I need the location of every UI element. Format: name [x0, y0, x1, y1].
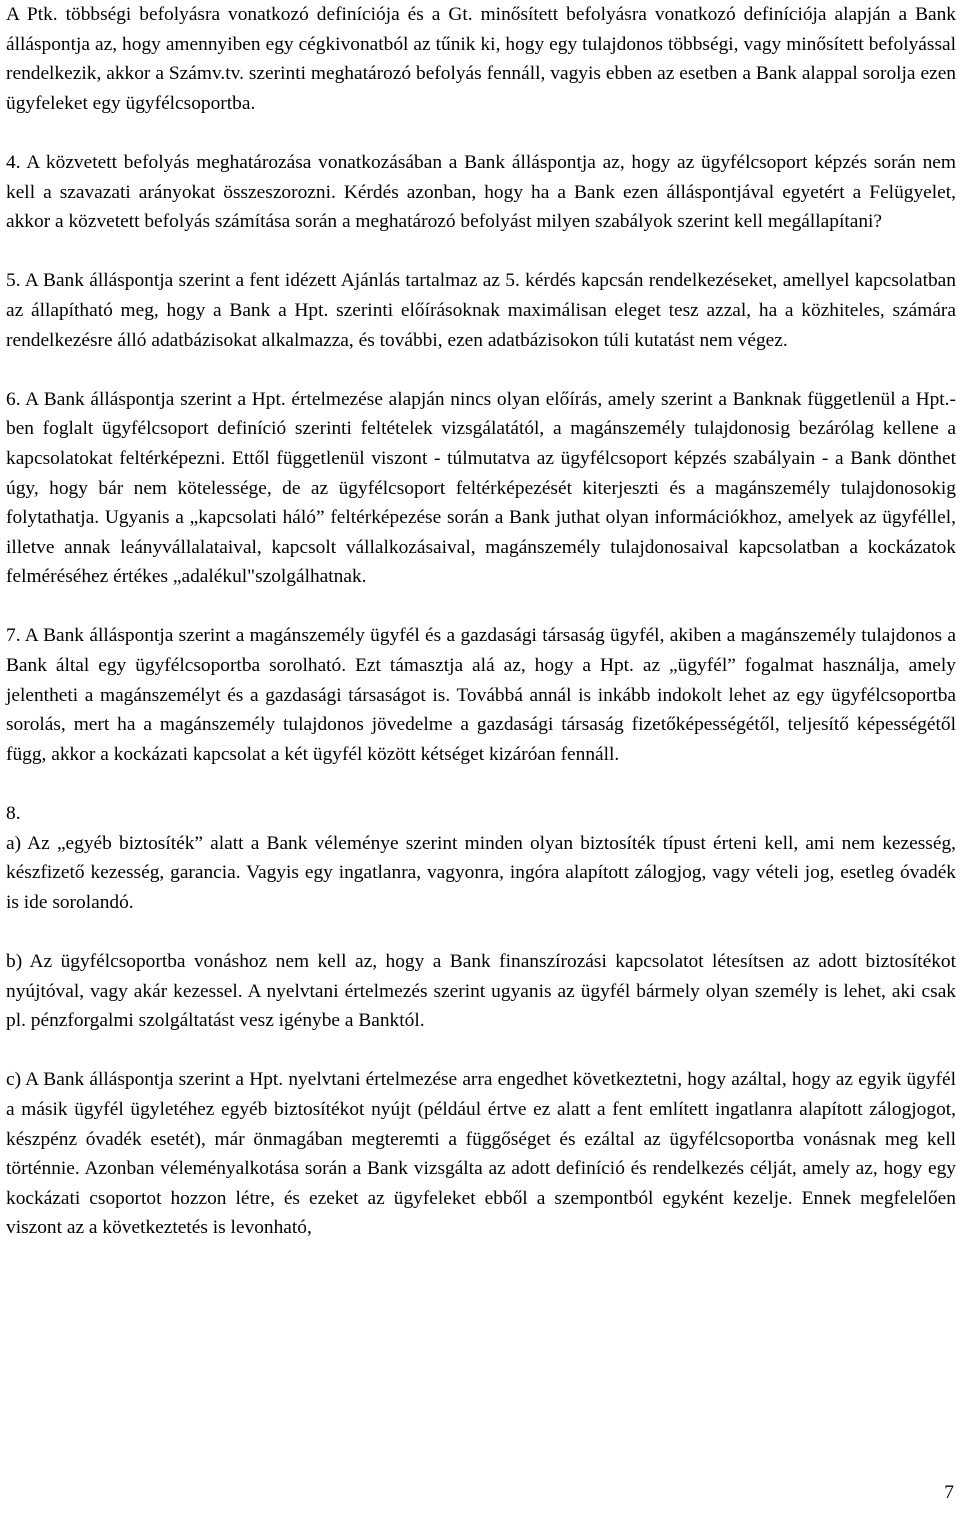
- paragraph-item-5: 5. A Bank álláspontja szerint a fent idézett Ajánlás tartalmaz az 5. kérdés kapcsán rendelkezéseket, amellyel kapcsolatban az állapítható meg, hogy a Bank a Hpt. szerinti előírásoknak maximálisan eleget tesz azzal, ha a közhiteles, számára rendelkezésre álló adatbázisokat alkalmazza, és további, ezen adatbázisokon túli kutatást nem végez.: [6, 270, 956, 351]
- paragraph-gap: [6, 769, 956, 799]
- paragraph-item-8-heading: 8.: [6, 803, 21, 825]
- paragraph-gap: [6, 1036, 956, 1066]
- paragraph-item-7: 7. A Bank álláspontja szerint a magánszemély ügyfél és a gazdasági társaság ügyfél, akiben a magánszemély tulajdonos a Bank által egy ügyfélcsoportba sorolható. Ezt támasztja alá az, hogy a Hpt. az „ügyfél” fogalmat használja, amely jelentheti a magánszemélyt és a gazdasági társaságot is. Továbbá annál is inkább indokolt lehet az egy ügyfélcsoportba sorolás, mert ha a magánszemély tulajdonos jövedelme a gazdasági társaság fizetőképességétől, teljesítő képességétől függ, akkor a kockázati kapcsolat a két ügyfél között kétséget kizáróan fennáll.: [6, 625, 956, 765]
- paragraph-ptk-definition: A Ptk. többségi befolyásra vonatkozó definíciója és a Gt. minősített befolyásra vonatkozó definíciója alapján a Bank álláspontja az, hogy amennyiben egy cégkivonatból az tűnik ki, hogy egy tulajdonos többségi, vagy minősített befolyással rendelkezik, akkor a Számv.tv. szerinti meghatározó befolyás fennáll, vagyis ebben az esetben a Bank alappal sorolja ezen ügyfeleket egy ügyfélcsoportba.: [6, 4, 956, 114]
- paragraph-item-8a: a) Az „egyéb biztosíték” alatt a Bank véleménye szerint minden olyan biztosíték típust érteni kell, ami nem kezesség, készfizető kezesség, garancia. Vagyis egy ingatlanra, vagyonra, ingóra alapított zálogjog, vagy vételi jog, esetleg óvadék is ide sorolandó.: [6, 832, 956, 913]
- paragraph-gap: [6, 355, 956, 385]
- paragraph-item-4: 4. A közvetett befolyás meghatározása vonatkozásában a Bank álláspontja az, hogy az ügyfélcsoport képzés során nem kell a szavazati arányokat összeszorozni. Kérdés azonban, hogy ha a Bank ezen álláspontjával egyetért a Felügyelet, akkor a közvetett befolyás számítása során a meghatározó befolyást milyen szabályok szerint kell megállapítani?: [6, 151, 956, 233]
- page-number: 7: [944, 1482, 954, 1503]
- paragraph-item-8c: c) A Bank álláspontja szerint a Hpt. nyelvtani értelmezése arra engedhet következtetni, hogy azáltal, hogy az egyik ügyfél a másik ügyfél ügyletéhez egyéb biztosítékot nyújt (például értve ez alatt a fent említett ingatlanra alapított zálogjogot, készpénz óvadék esetét), már önmagában megteremti a függőséget és ezáltal az ügyfélcsoportba vonásnak meg kell történnie. Azonban véleményalkotása során a Bank vizsgálta az adott definíció és rendelkezés célját, amely az, hogy egy kockázati csoportot hozzon létre, és ezeket az ügyfeleket ebből a szempontból egyként kezelje. Ennek megfelelően viszont az a következtetés is levonható,: [6, 1069, 956, 1239]
- document-page: [6, 0, 956, 1243]
- paragraph-gap: [6, 237, 956, 267]
- paragraph-item-8b: b) Az ügyfélcsoportba vonáshoz nem kell az, hogy a Bank finanszírozási kapcsolatot létesítsen az adott biztosítékot nyújtóval, vagy akár kezessel. A nyelvtani értelmezés szerint ugyanis az ügyfél bármely olyan személy is lehet, aki csak pl. pénzforgalmi szolgáltatást vesz igénybe a Banktól.: [6, 951, 956, 1032]
- paragraph-item-6: 6. A Bank álláspontja szerint a Hpt. értelmezése alapján nincs olyan előírás, amely szerint a Banknak függetlenül a Hpt.-ben foglalt ügyfélcsoport definíció szerinti feltételek vizsgálatától, a magánszemély tulajdonosig bezárólag kellene a kapcsolatokat feltérképezni. Ettől függetlenül viszont - túlmutatva az ügyfélcsoport képzés szabályain - a Bank dönthet úgy, hogy bár nem kötelessége, de az ügyfélcsoport feltérképezését kiterjeszti és a magánszemély tulajdonosokig folytathatja. Ugyanis a „kapcsolati háló” feltérképezése során a Bank juthat olyan információkhoz, amelyek az ügyféllel, illetve annak leányvállalataival, kapcsolt vállalkozásaival, magánszemély tulajdonosaival kapcsolatban a kockázatok felméréséhez értékes „adalékul"szolgálhatnak.: [6, 388, 956, 588]
- paragraph-gap: [6, 118, 956, 148]
- paragraph-gap: [6, 592, 956, 622]
- paragraph-gap: [6, 917, 956, 947]
